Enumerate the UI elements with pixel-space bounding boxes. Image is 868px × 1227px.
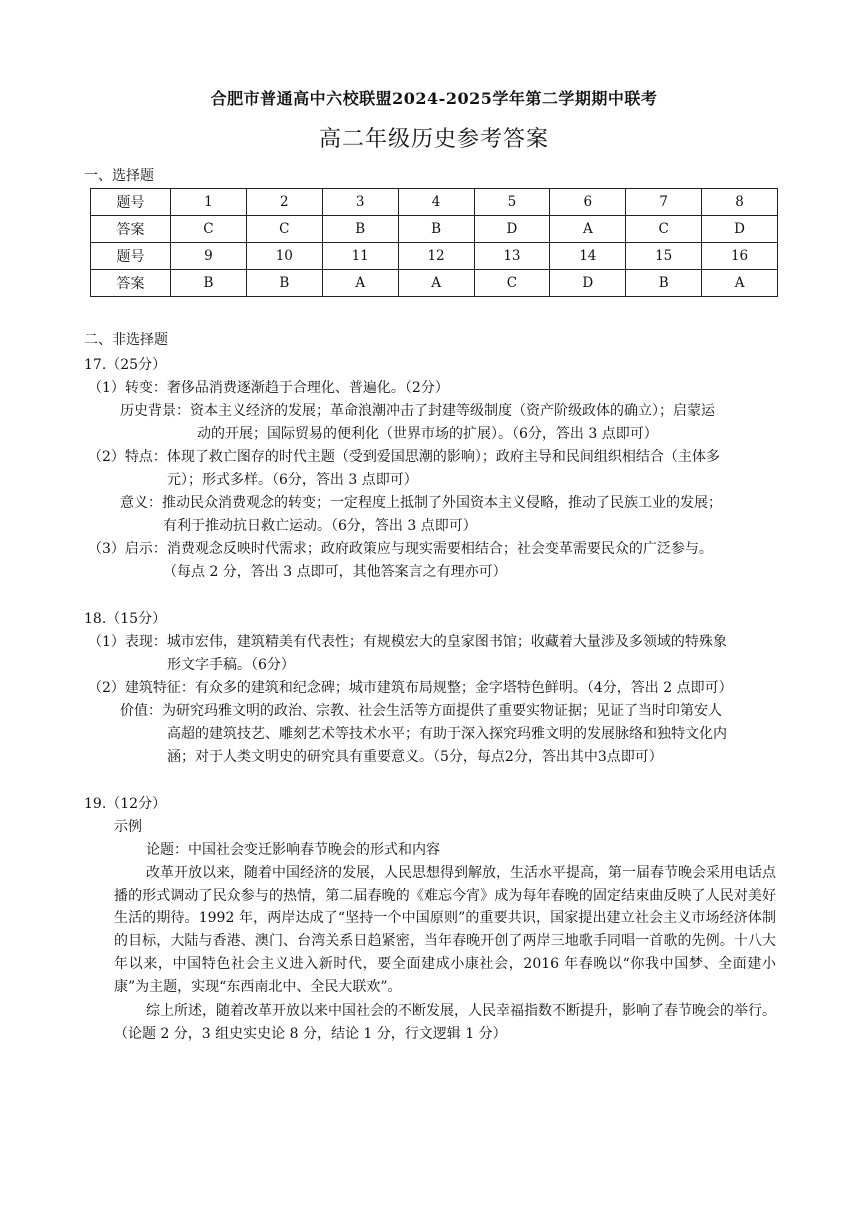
question-number: 10 [246, 243, 322, 270]
page-title: 高二年级历史参考答案 [318, 127, 549, 152]
q19-conclusion-paragraph: 综上所述，随着改革开放以来中国社会的不断发展，人民幸福指数不断提升，影响了春节晚会的举行。（论题 2 分，3 组史实史论 8 分，结论 1 分，行文逻辑 1 分） [114, 1003, 776, 1042]
question-number: 14 [550, 243, 626, 270]
q19-body-paragraph: 改革开放以来，随着中国经济的发展，人民思想得到解放，生活水平提高，第一届春节晚会采用电话点播的形式调动了民众参与的热情，第二届春晚的《难忘今宵》成为每年春晚的固定结束曲反映了人民对美好生活的期待。1992 年，两岸达成了“坚持一个中国原则”的重要共识，国家提出建立社会主义市场经济体制的目标，大陆与香港、澳门、台湾关系日趋紧密，当年春晚开创了两岸三地歌手同唱一首歌的先例。十八大年以来，中国特色社会主义进入新时代，要全面建成小康社会，2016 年春晚以“你我中国梦、全面建小康”为主题，实现“东西南北中、全民大联欢”。 [114, 865, 776, 995]
answer-cell: B [246, 270, 322, 297]
question-number: 6 [550, 189, 626, 216]
answer-cell: A [702, 270, 778, 297]
q17-line: （1）转变：奢侈品消费逐渐趋于合理化、普遍化。（2分） [88, 380, 449, 396]
q18-line: 高超的建筑技艺、雕刻艺术等技术水平；有助于深入探究玛雅文明的发展脉络和独特文化内 [167, 726, 727, 742]
q17-line: （2）特点：体现了救亡图存的时代主题（受到爱国思潮的影响）；政府主导和民间组织相结合（主体多 [88, 449, 720, 465]
question-number: 16 [702, 243, 778, 270]
q17-line: 元）；形式多样。（6分，答出 3 点即可） [167, 472, 418, 488]
answer-cell: C [171, 216, 247, 243]
section-heading-choice: 一、选择题 [84, 168, 154, 184]
row-label-question: 题号 [91, 243, 171, 270]
question-number: 5 [474, 189, 550, 216]
question-number: 15 [626, 243, 702, 270]
q17-line: 有利于推动抗日救亡运动。（6分，答出 3 点即可） [163, 518, 477, 534]
question-number: 11 [322, 243, 398, 270]
question-number: 3 [322, 189, 398, 216]
q17-line: 历史背景：资本主义经济的发展；革命浪潮冲击了封建等级制度（资产阶级政体的确立）；启蒙运 [120, 403, 715, 419]
question-number: 7 [626, 189, 702, 216]
q17-line: 动的开展；国际贸易的便利化（世界市场的扩展）。（6分，答出 3 点即可） [197, 426, 658, 442]
question-number: 2 [246, 189, 322, 216]
table-row-answers-1 [91, 216, 778, 243]
answer-cell: D [474, 216, 550, 243]
q17-heading: 17.（25分） [84, 357, 167, 373]
q18-line: 涵；对于人类文明史的研究具有重要意义。（5分，每点2分，答出其中3点即可） [167, 749, 663, 765]
table-row-question-numbers-1 [91, 189, 778, 216]
answer-cell: C [474, 270, 550, 297]
question-number: 1 [171, 189, 247, 216]
q17-line: （每点 2 分，答出 3 点即可，其他答案言之有理亦可） [163, 564, 507, 580]
q19-heading: 19.（12分） [84, 796, 167, 812]
answer-table [90, 188, 778, 297]
q18-line: 形文字手稿。（6分） [167, 657, 295, 673]
section-heading-nonchoice: 二、非选择题 [84, 332, 168, 348]
q18-line: 价值：为研究玛雅文明的政治、宗教、社会生活等方面提供了重要实物证据；见证了当时印第安人 [120, 703, 722, 719]
answer-cell: A [322, 270, 398, 297]
answer-cell: D [702, 216, 778, 243]
q19-thesis: 论题：中国社会变迁影响春节晚会的形式和内容 [146, 842, 440, 858]
question-number: 4 [398, 189, 474, 216]
row-label-answer: 答案 [91, 270, 171, 297]
answer-cell: B [322, 216, 398, 243]
q17-line: 意义：推动民众消费观念的转变；一定程度上抵制了外国资本主义侵略，推动了民族工业的发展； [120, 495, 722, 511]
table-row-answers-2 [91, 270, 778, 297]
q19-example-label: 示例 [114, 819, 142, 835]
answer-cell: B [398, 216, 474, 243]
question-number: 13 [474, 243, 550, 270]
question-number: 12 [398, 243, 474, 270]
q18-line: （1）表现：城市宏伟，建筑精美有代表性；有规模宏大的皇家图书馆；收藏着大量涉及多领域的特殊象 [88, 634, 727, 650]
exam-title: 合肥市普通高中六校联盟2024-2025学年第二学期期中联考 [210, 89, 658, 108]
q18-heading: 18.（15分） [84, 611, 167, 627]
q18-line: （2）建筑特征：有众多的建筑和纪念碑；城市建筑布局规整；金字塔特色鲜明。（4分，答出 2 点即可） [88, 680, 733, 696]
answer-cell: A [550, 216, 626, 243]
question-number: 9 [171, 243, 247, 270]
answer-cell: D [550, 270, 626, 297]
question-number: 8 [702, 189, 778, 216]
answer-cell: A [398, 270, 474, 297]
table-row-question-numbers-2 [91, 243, 778, 270]
q17-line: （3）启示：消费观念反映时代需求；政府政策应与现实需要相结合；社会变革需要民众的广泛参与。 [88, 541, 713, 557]
answer-cell: B [171, 270, 247, 297]
answer-cell: C [626, 216, 702, 243]
row-label-answer: 答案 [91, 216, 171, 243]
answer-cell: B [626, 270, 702, 297]
row-label-question: 题号 [91, 189, 171, 216]
answer-cell: C [246, 216, 322, 243]
